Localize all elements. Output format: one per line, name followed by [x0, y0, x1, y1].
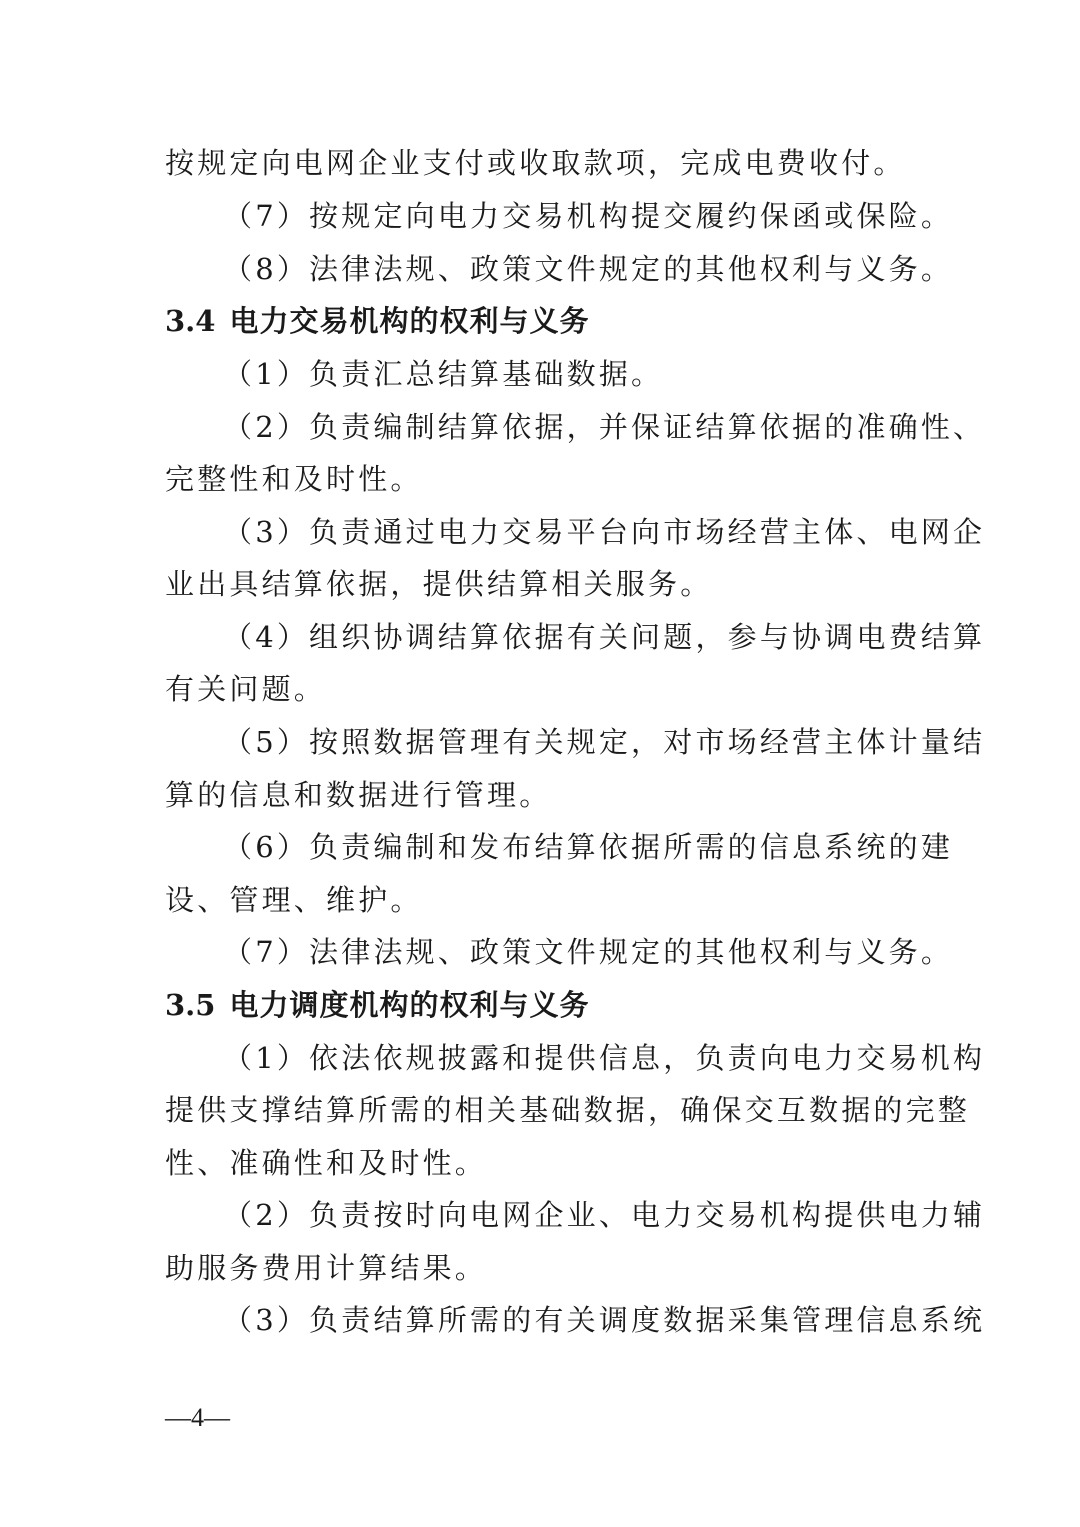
paragraph-line: 提供支撑结算所需的相关基础数据，确保交互数据的完整 [165, 1093, 971, 1127]
list-item-line: （8）法律法规、政策文件规定的其他权利与义务。 [223, 252, 954, 286]
section-heading-3-5 [165, 985, 920, 1025]
paragraph-line: 算的信息和数据进行管理。 [165, 778, 552, 812]
paragraph-line: 业出具结算依据，提供结算相关服务。 [165, 567, 713, 601]
page-number: —4— [165, 1403, 230, 1432]
list-item-line: （2）负责编制结算依据，并保证结算依据的准确性、 [223, 410, 986, 444]
paragraph-line: 设、管理、维护。 [165, 883, 423, 917]
list-item-line: （4）组织协调结算依据有关问题，参与协调电费结算 [223, 620, 986, 654]
list-item-line: （7）按规定向电力交易机构提交履约保函或保险。 [223, 199, 954, 233]
paragraph-line: 完整性和及时性。 [165, 462, 423, 496]
section-title: 电力交易机构的权利与义务 [229, 304, 590, 338]
list-item-line: （6）负责编制和发布结算依据所需的信息系统的建 [223, 830, 954, 864]
section-number: 3.4 [165, 304, 216, 338]
paragraph-line: 性、准确性和及时性。 [165, 1146, 488, 1180]
section-title: 电力调度机构的权利与义务 [229, 988, 590, 1022]
paragraph-line: 助服务费用计算结果。 [165, 1251, 488, 1285]
paragraph-line: 按规定向电网企业支付或收取款项，完成电费收付。 [165, 146, 906, 180]
list-item-line: （3）负责结算所需的有关调度数据采集管理信息系统 [223, 1303, 986, 1337]
list-item-line: （5）按照数据管理有关规定，对市场经营主体计量结 [223, 725, 986, 759]
list-item-line: （7）法律法规、政策文件规定的其他权利与义务。 [223, 935, 954, 969]
section-number: 3.5 [165, 988, 216, 1022]
list-item-line: （2）负责按时向电网企业、电力交易机构提供电力辅 [223, 1198, 986, 1232]
paragraph-line: 有关问题。 [165, 672, 327, 706]
list-item-line: （3）负责通过电力交易平台向市场经营主体、电网企 [223, 515, 986, 549]
list-item-line: （1）负责汇总结算基础数据。 [223, 357, 664, 391]
section-heading-3-4 [165, 301, 920, 341]
list-item-line: （1）依法依规披露和提供信息，负责向电力交易机构 [223, 1041, 986, 1075]
